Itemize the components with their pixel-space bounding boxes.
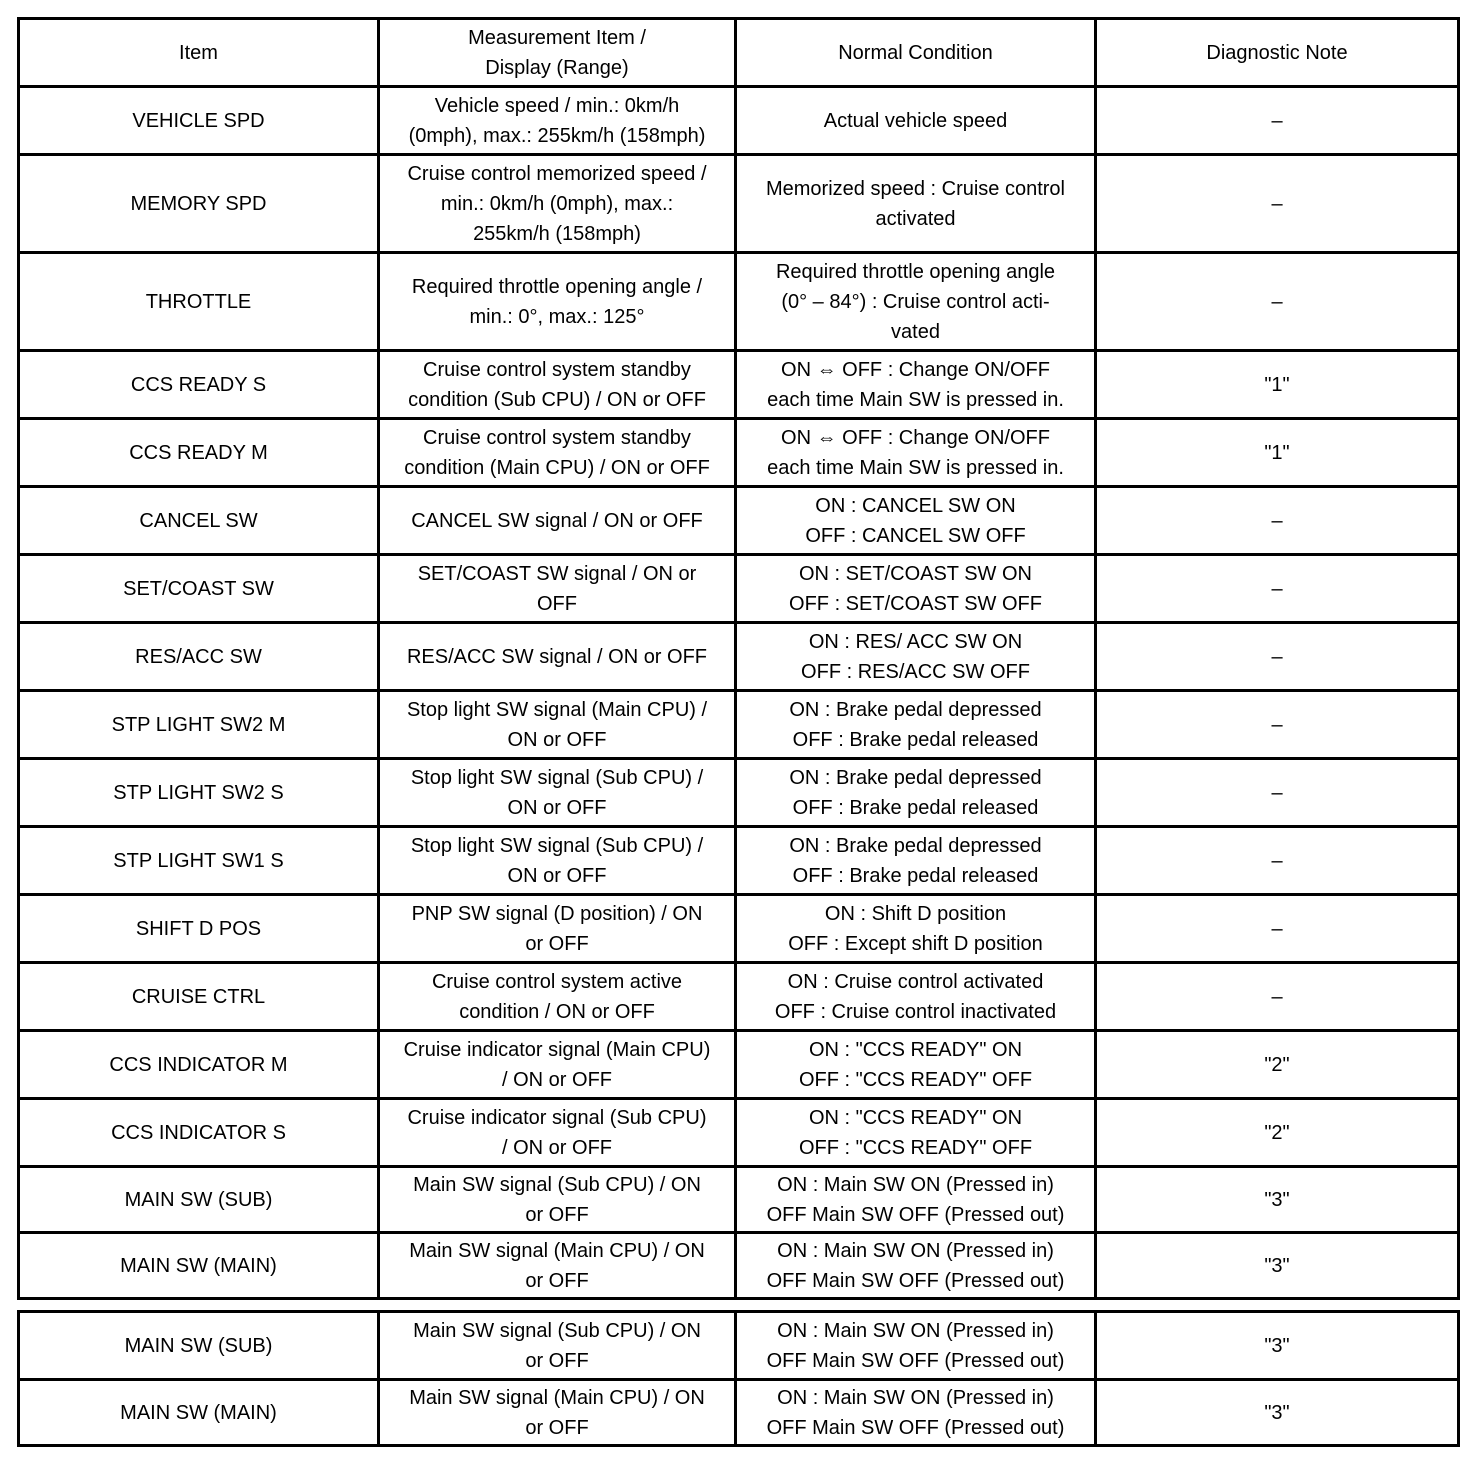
diagnostic-note-cell-text: – xyxy=(1271,509,1283,532)
normal-condition-cell-text: ON : Main SW ON (Pressed in) OFF Main SW OFF (Pressed out) xyxy=(766,1319,1065,1372)
table-row xyxy=(19,691,1459,759)
item-cell xyxy=(19,1233,379,1299)
normal-condition-cell-text: ON : "CCS READY" ON OFF : "CCS READY" OFF xyxy=(798,1038,1033,1091)
measurement-cell xyxy=(379,1380,736,1446)
diagnostic-note-cell xyxy=(1096,1099,1459,1167)
item-cell-text: CCS INDICATOR M xyxy=(109,1053,288,1076)
measurement-cell xyxy=(379,155,736,253)
item-cell xyxy=(19,155,379,253)
data-monitor-table xyxy=(17,17,1460,1300)
normal-condition-cell xyxy=(736,759,1096,827)
measurement-cell xyxy=(379,759,736,827)
item-cell xyxy=(19,895,379,963)
diagnostic-note-cell-text: "1" xyxy=(1264,441,1290,464)
measurement-cell-text: Cruise indicator signal (Sub CPU) / ON or OFF xyxy=(407,1106,707,1159)
table-row xyxy=(19,759,1459,827)
measurement-cell-text: RES/ACC SW signal / ON or OFF xyxy=(406,645,708,668)
item-cell xyxy=(19,1167,379,1233)
table-row xyxy=(19,351,1459,419)
item-cell-text: CCS INDICATOR S xyxy=(111,1121,286,1144)
normal-condition-cell-text: Memorized speed : Cruise control activated xyxy=(765,177,1065,230)
normal-condition-cell-text: ON : "CCS READY" ON OFF : "CCS READY" OFF xyxy=(798,1106,1033,1159)
normal-condition-cell xyxy=(736,1031,1096,1099)
header-note-label: Diagnostic Note xyxy=(1206,41,1348,64)
normal-condition-cell xyxy=(736,555,1096,623)
header-item xyxy=(19,19,379,87)
item-cell xyxy=(19,963,379,1031)
measurement-cell-text: Vehicle speed / min.: 0km/h (0mph), max.: 255km/h (158mph) xyxy=(408,94,706,147)
diagnostic-note-cell xyxy=(1096,87,1459,155)
normal-condition-cell xyxy=(736,419,1096,487)
header-measurement xyxy=(379,19,736,87)
item-cell-text: SET/COAST SW xyxy=(123,577,274,600)
item-cell xyxy=(19,351,379,419)
item-cell-text: MAIN SW (MAIN) xyxy=(120,1254,277,1277)
normal-condition-cell xyxy=(736,1099,1096,1167)
header-item-label: Item xyxy=(179,41,218,64)
item-cell xyxy=(19,1099,379,1167)
table-row xyxy=(19,1380,1459,1446)
diagnostic-note-cell xyxy=(1096,895,1459,963)
normal-condition-cell-text: Required throttle opening angle (0° – 84°) : Cruise control acti- vated xyxy=(775,260,1056,343)
diagnostic-note-cell-text: – xyxy=(1271,917,1283,940)
measurement-cell xyxy=(379,1233,736,1299)
diagnostic-note-cell xyxy=(1096,1312,1459,1380)
header-measurement-label: Measurement Item / Display (Range) xyxy=(468,26,646,79)
item-cell-text: STP LIGHT SW2 S xyxy=(113,781,284,804)
measurement-cell-text: Cruise control system standby condition (Sub CPU) / ON or OFF xyxy=(408,358,706,411)
measurement-cell-text: Stop light SW signal (Main CPU) / ON or OFF xyxy=(406,698,708,751)
table-row xyxy=(19,895,1459,963)
item-cell-text: CANCEL SW xyxy=(139,509,258,532)
measurement-cell xyxy=(379,963,736,1031)
diagnostic-note-cell xyxy=(1096,487,1459,555)
item-cell-text: SHIFT D POS xyxy=(135,917,262,940)
normal-condition-cell xyxy=(736,963,1096,1031)
table-row xyxy=(19,963,1459,1031)
normal-condition-cell-text: ON : Brake pedal depressed OFF : Brake pedal released xyxy=(789,834,1042,887)
normal-condition-cell-text: ON : RES/ ACC SW ON OFF : RES/ACC SW OFF xyxy=(801,630,1030,683)
table-row xyxy=(19,1312,1459,1380)
item-cell xyxy=(19,691,379,759)
measurement-cell-text: Stop light SW signal (Sub CPU) / ON or OFF xyxy=(410,834,704,887)
header-normal-condition xyxy=(736,19,1096,87)
normal-condition-cell-text: ON : Shift D position OFF : Except shift D position xyxy=(788,902,1043,955)
diagnostic-note-cell xyxy=(1096,555,1459,623)
measurement-cell xyxy=(379,419,736,487)
normal-condition-cell-text: ON : Brake pedal depressed OFF : Brake pedal released xyxy=(789,766,1042,819)
normal-condition-cell xyxy=(736,487,1096,555)
item-cell-text: MAIN SW (MAIN) xyxy=(120,1401,277,1424)
table-row xyxy=(19,1167,1459,1233)
header-row xyxy=(19,19,1459,87)
item-cell xyxy=(19,253,379,351)
normal-condition-cell xyxy=(736,155,1096,253)
item-cell-text: CCS READY S xyxy=(130,373,267,396)
item-cell-text: THROTTLE xyxy=(145,290,252,313)
diagnostic-note-cell xyxy=(1096,759,1459,827)
normal-condition-cell xyxy=(736,1380,1096,1446)
table-row xyxy=(19,1031,1459,1099)
diagnostic-note-cell xyxy=(1096,1233,1459,1299)
normal-condition-cell xyxy=(736,1312,1096,1380)
measurement-cell xyxy=(379,253,736,351)
normal-condition-cell-text: ON : Main SW ON (Pressed in) OFF Main SW OFF (Pressed out) xyxy=(766,1239,1065,1292)
item-cell-text: STP LIGHT SW1 S xyxy=(113,849,284,872)
item-cell-text: VEHICLE SPD xyxy=(132,109,265,132)
diagnostic-note-cell xyxy=(1096,691,1459,759)
normal-condition-cell-text: ON ⇔ OFF : Change ON/OFF each time Main SW is pressed in. xyxy=(767,358,1064,411)
measurement-cell xyxy=(379,555,736,623)
diagnostic-note-cell-text: "3" xyxy=(1264,1254,1290,1277)
measurement-cell xyxy=(379,895,736,963)
normal-condition-cell xyxy=(736,1167,1096,1233)
diagnostic-note-cell xyxy=(1096,623,1459,691)
item-cell-text: MAIN SW (SUB) xyxy=(124,1334,273,1357)
measurement-cell xyxy=(379,87,736,155)
measurement-cell xyxy=(379,623,736,691)
normal-condition-cell xyxy=(736,253,1096,351)
diagnostic-note-cell xyxy=(1096,155,1459,253)
diagnostic-note-cell-text: – xyxy=(1271,985,1283,1008)
measurement-cell-text: CANCEL SW signal / ON or OFF xyxy=(411,509,703,532)
diagnostic-note-cell xyxy=(1096,827,1459,895)
diagnostic-note-cell-text: "2" xyxy=(1264,1121,1290,1144)
normal-condition-cell xyxy=(736,827,1096,895)
measurement-cell-text: Stop light SW signal (Sub CPU) / ON or OFF xyxy=(410,766,704,819)
table-row xyxy=(19,419,1459,487)
table-row xyxy=(19,555,1459,623)
measurement-cell xyxy=(379,691,736,759)
item-cell xyxy=(19,623,379,691)
measurement-cell-text: Cruise indicator signal (Main CPU) / ON or OFF xyxy=(403,1038,711,1091)
measurement-cell xyxy=(379,1031,736,1099)
diagnostic-note-cell-text: – xyxy=(1271,713,1283,736)
table-row xyxy=(19,827,1459,895)
measurement-cell-text: Main SW signal (Main CPU) / ON or OFF xyxy=(409,1386,705,1439)
diagnostic-note-cell-text: – xyxy=(1271,849,1283,872)
normal-condition-cell-text: ON : SET/COAST SW ON OFF : SET/COAST SW OFF xyxy=(789,562,1042,615)
data-monitor-table-continued xyxy=(17,1310,1460,1447)
item-cell xyxy=(19,419,379,487)
normal-condition-cell-text: ON : Brake pedal depressed OFF : Brake pedal released xyxy=(789,698,1042,751)
item-cell-text: MAIN SW (SUB) xyxy=(124,1188,273,1211)
header-diagnostic-note xyxy=(1096,19,1459,87)
diagnostic-note-cell-text: – xyxy=(1271,645,1283,668)
item-cell-text: CCS READY M xyxy=(129,441,268,464)
diagnostic-note-cell-text: – xyxy=(1271,781,1283,804)
normal-condition-cell xyxy=(736,351,1096,419)
normal-condition-cell xyxy=(736,1233,1096,1299)
diagnostic-note-cell-text: – xyxy=(1271,290,1283,313)
measurement-cell xyxy=(379,487,736,555)
measurement-cell-text: SET/COAST SW signal / ON or OFF xyxy=(417,562,697,615)
table-row xyxy=(19,487,1459,555)
normal-condition-cell-text: ON : CANCEL SW ON OFF : CANCEL SW OFF xyxy=(805,494,1026,547)
diagnostic-note-cell-text: "3" xyxy=(1264,1188,1290,1211)
item-cell-text: CRUISE CTRL xyxy=(131,985,266,1008)
item-cell xyxy=(19,87,379,155)
measurement-cell-text: Cruise control system standby condition (Main CPU) / ON or OFF xyxy=(404,426,710,479)
diagnostic-note-cell-text: – xyxy=(1271,109,1283,132)
normal-condition-cell xyxy=(736,623,1096,691)
diagnostic-note-cell-text: "3" xyxy=(1264,1401,1290,1424)
measurement-cell-text: Required throttle opening angle / min.: 0°, max.: 125° xyxy=(411,275,703,328)
diagnostic-note-cell xyxy=(1096,1167,1459,1233)
measurement-cell-text: Main SW signal (Sub CPU) / ON or OFF xyxy=(413,1319,701,1372)
normal-condition-cell-text: ON ⇔ OFF : Change ON/OFF each time Main SW is pressed in. xyxy=(767,426,1064,479)
normal-condition-cell xyxy=(736,87,1096,155)
diagnostic-note-cell xyxy=(1096,351,1459,419)
item-cell-text: MEMORY SPD xyxy=(130,192,267,215)
measurement-cell xyxy=(379,1312,736,1380)
measurement-cell-text: PNP SW signal (D position) / ON or OFF xyxy=(411,902,703,955)
table-row xyxy=(19,155,1459,253)
item-cell xyxy=(19,759,379,827)
table-row xyxy=(19,87,1459,155)
measurement-cell xyxy=(379,351,736,419)
measurement-cell-text: Main SW signal (Sub CPU) / ON or OFF xyxy=(413,1173,701,1226)
normal-condition-cell-text: ON : Main SW ON (Pressed in) OFF Main SW OFF (Pressed out) xyxy=(766,1386,1065,1439)
item-cell xyxy=(19,555,379,623)
diagnostic-note-cell-text: – xyxy=(1271,192,1283,215)
diagnostic-note-cell-text: "1" xyxy=(1264,373,1290,396)
measurement-cell xyxy=(379,1167,736,1233)
item-cell-text: RES/ACC SW xyxy=(135,645,262,668)
diagnostic-note-cell-text: "2" xyxy=(1264,1053,1290,1076)
normal-condition-cell-text: ON : Cruise control activated OFF : Cruise control inactivated xyxy=(774,970,1057,1023)
item-cell xyxy=(19,827,379,895)
diagnostic-note-cell xyxy=(1096,253,1459,351)
table-row xyxy=(19,1233,1459,1299)
table-row xyxy=(19,1099,1459,1167)
normal-condition-cell xyxy=(736,895,1096,963)
measurement-cell xyxy=(379,1099,736,1167)
header-normal-label: Normal Condition xyxy=(838,41,993,64)
normal-condition-cell-text: Actual vehicle speed xyxy=(823,109,1008,132)
measurement-cell-text: Main SW signal (Main CPU) / ON or OFF xyxy=(409,1239,705,1292)
diagnostic-note-cell xyxy=(1096,1031,1459,1099)
table-row xyxy=(19,253,1459,351)
item-cell xyxy=(19,1031,379,1099)
table-row xyxy=(19,623,1459,691)
item-cell xyxy=(19,487,379,555)
item-cell xyxy=(19,1312,379,1380)
diagnostic-note-cell-text: – xyxy=(1271,577,1283,600)
normal-condition-cell-text: ON : Main SW ON (Pressed in) OFF Main SW OFF (Pressed out) xyxy=(766,1173,1065,1226)
diagnostic-note-cell xyxy=(1096,1380,1459,1446)
diagnostic-note-cell xyxy=(1096,963,1459,1031)
diagnostic-note-cell xyxy=(1096,419,1459,487)
normal-condition-cell xyxy=(736,691,1096,759)
measurement-cell-text: Cruise control memorized speed / min.: 0km/h (0mph), max.: 255km/h (158mph) xyxy=(407,162,707,245)
diagnostic-note-cell-text: "3" xyxy=(1264,1334,1290,1357)
item-cell-text: STP LIGHT SW2 M xyxy=(111,713,286,736)
item-cell xyxy=(19,1380,379,1446)
measurement-cell xyxy=(379,827,736,895)
measurement-cell-text: Cruise control system active condition / ON or OFF xyxy=(431,970,683,1023)
